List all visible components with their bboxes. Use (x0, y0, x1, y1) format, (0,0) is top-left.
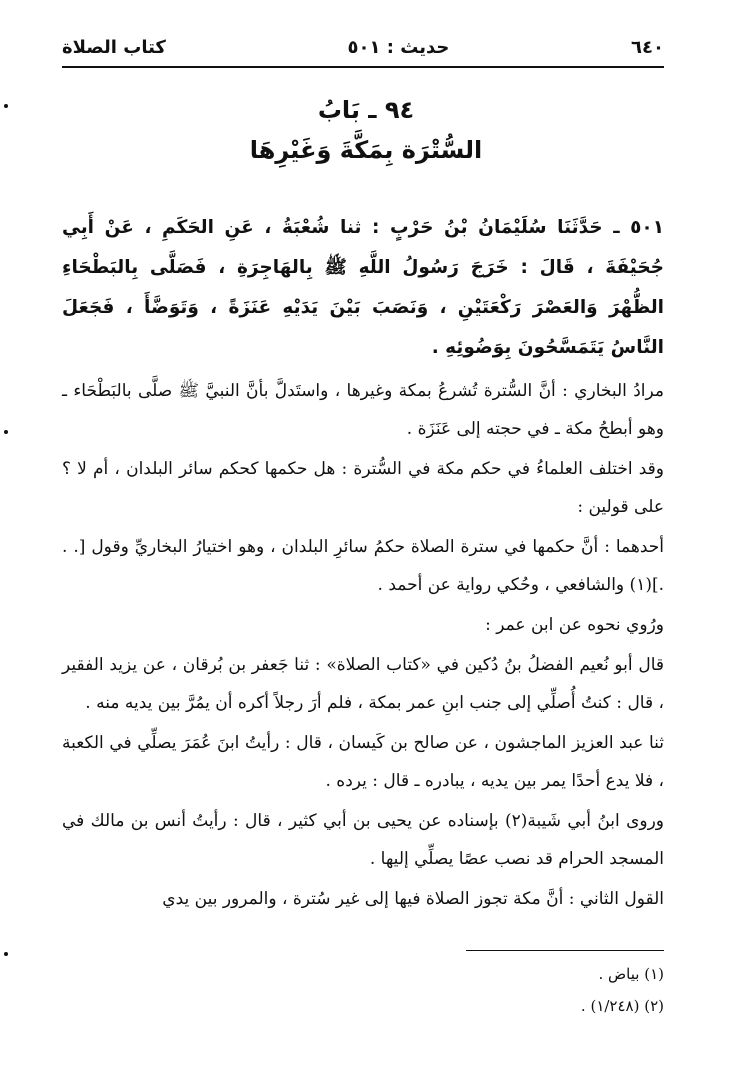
scan-mark (4, 952, 8, 956)
commentary-paragraph: وقد اختلف العلماءُ في حكم مكة في السُّترة : هل حكمها كحكم سائر البلدان ، أم لا ؟ على قولين : (62, 459, 664, 517)
commentary-paragraph: ورُوي نحوه عن ابن عمر : (485, 615, 664, 635)
chapter-subtitle: السُّتْرَة بِمَكَّةَ وَغَيْرِهَا (249, 136, 483, 164)
commentary-paragraph: مرادُ البخاري : أنَّ السُّترة تُشرعُ بمكة وغيرها ، واستَدلَّ بأنَّ النبيَّ ﷺ صلَّى بالبَطْحَاء ـ وهو أبطحُ مكة ـ في حجته إلى عَنَزَة . (62, 381, 664, 439)
page-body (62, 208, 664, 920)
footnote: (٢) (١/٢٤٨) . (580, 997, 664, 1015)
commentary-paragraph: قال أبو نُعيم الفضلُ بنُ دُكين في «كتاب الصلاة» : ثنا جَعفر بن بُرقان ، عن يزيد الفقير ، قال : كنتُ أُصلِّي إلى جنب ابنِ عمر بمكة ، فلم أرَ رجلاً أكره أن يمُرَّ بين يديه منه . (62, 655, 664, 713)
commentary-paragraph: أحدهما : أنَّ حكمها في سترة الصلاة حكمُ سائرِ البلدان ، وهو اختيارُ البخاريِّ وقول [. . .](١) والشافعي ، وحُكي رواية عن أحمد . (62, 537, 664, 595)
footnote: (١) بياض . (598, 965, 664, 983)
hadith-reference: حديث : ٥٠١ (347, 36, 450, 58)
commentary-paragraph: وروى ابنُ أبي شَيبة(٢) بإسناده عن يحيى بن أبي كثير ، قال : رأيتُ أنس بن مالك في المسجد الحرام قد نصب عصًا يصلِّي إليها . (62, 811, 664, 869)
commentary-paragraph: القول الثاني : أنَّ مكة تجوز الصلاة فيها إلى غير سُترة ، والمرور بين يدي (162, 889, 664, 909)
footnote-divider (466, 950, 664, 951)
chapter-heading (60, 92, 672, 172)
footnotes (62, 958, 664, 1022)
scan-mark (4, 430, 8, 434)
running-header (62, 28, 664, 68)
page-number: ٦٤٠ (631, 36, 664, 58)
hadith-text: ٥٠١ ـ حَدَّثَنَا سُلَيْمَانُ بْنُ حَرْبٍ : ثنا شُعْبَةُ ، عَنِ الحَكَمِ ، عَنْ أَبِي جُحَيْفَةَ ، قَالَ : خَرَجَ رَسُولُ اللَّهِ ﷺ بِالهَاجِرَةِ ، فَصَلَّى بِالبَطْحَاءِ الظُّهْرَ وَالعَصْرَ رَكْعَتَيْنِ ، وَنَصَبَ بَيْنَ يَدَيْهِ عَنَزَةً ، وَتَوَضَّأَ ، فَجَعَلَ النَّاسُ يَتَمَسَّحُونَ بِوَضُوئِهِ . (62, 217, 664, 358)
chapter-number-title: ٩٤ ـ بَابُ (317, 96, 415, 124)
book-title: كتاب الصلاة (62, 36, 166, 58)
scan-mark (4, 104, 8, 108)
commentary-paragraph: ثنا عبد العزيز الماجشون ، عن صالح بن كَيسان ، قال : رأيتُ ابنَ عُمَرَ يصلِّي في الكعبة ، فلا يدع أحدًا يمر بين يديه ، يبادره ـ قال : يرده . (62, 733, 664, 791)
